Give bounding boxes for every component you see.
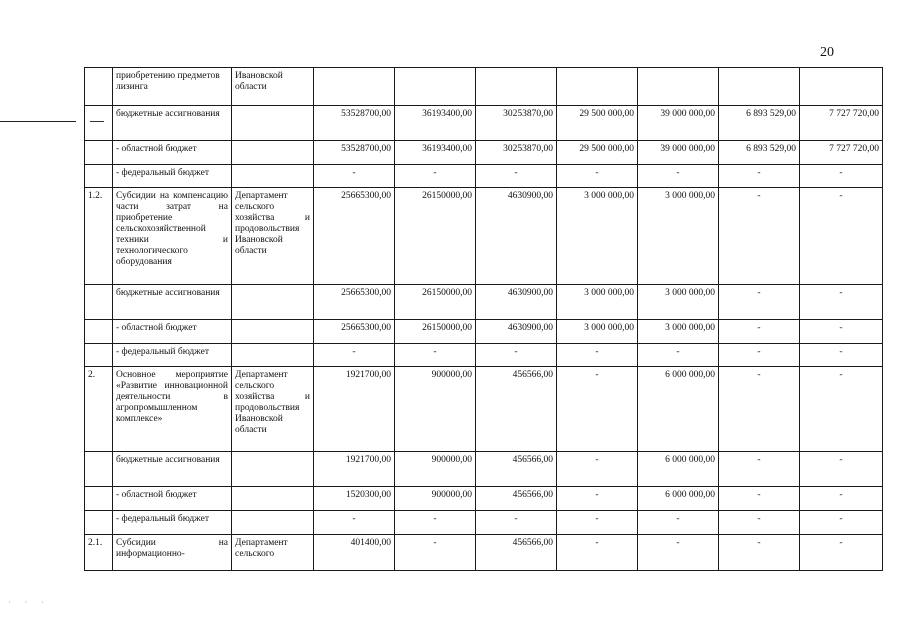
value-cell: 29 500 000,00 bbox=[557, 141, 638, 165]
value-cell: 39 000 000,00 bbox=[638, 141, 719, 165]
value-cell: - bbox=[800, 511, 883, 535]
row-index bbox=[85, 344, 113, 367]
row-index bbox=[85, 141, 113, 165]
value-cell: - bbox=[476, 511, 557, 535]
row-index bbox=[85, 68, 113, 106]
value-cell: 6 000 000,00 bbox=[638, 367, 719, 452]
row-executor bbox=[232, 344, 314, 367]
budget-table bbox=[84, 67, 883, 571]
row-executor bbox=[232, 320, 314, 344]
row-index: 1.2. bbox=[85, 188, 113, 285]
value-cell: 1520300,00 bbox=[314, 487, 395, 511]
value-cell: - bbox=[800, 452, 883, 487]
value-cell: 6 893 529,00 bbox=[719, 141, 800, 165]
value-cell: 3 000 000,00 bbox=[557, 320, 638, 344]
table-row bbox=[85, 320, 883, 344]
value-cell: - bbox=[638, 165, 719, 188]
value-cell: - bbox=[719, 188, 800, 285]
value-cell: - bbox=[314, 511, 395, 535]
value-cell: - bbox=[476, 165, 557, 188]
value-cell: - bbox=[719, 511, 800, 535]
row-name: бюджетные ассигнования bbox=[113, 452, 232, 487]
table-row bbox=[85, 188, 883, 285]
value-cell: - bbox=[800, 165, 883, 188]
row-name: бюджетные ассигнования bbox=[113, 285, 232, 320]
value-cell: 25665300,00 bbox=[314, 320, 395, 344]
value-cell: - bbox=[557, 452, 638, 487]
row-name: приобретению предметов лизинга bbox=[113, 68, 232, 106]
value-cell: - bbox=[800, 535, 883, 571]
value-cell: 6 000 000,00 bbox=[638, 487, 719, 511]
value-cell: 4630900,00 bbox=[476, 188, 557, 285]
row-name: - областной бюджет bbox=[113, 141, 232, 165]
value-cell: 456566,00 bbox=[476, 487, 557, 511]
value-cell: 30253870,00 bbox=[476, 106, 557, 141]
value-cell: 26150000,00 bbox=[395, 285, 476, 320]
table-row bbox=[85, 285, 883, 320]
page-number: 20 bbox=[820, 45, 834, 60]
value-cell bbox=[557, 68, 638, 106]
row-index bbox=[85, 511, 113, 535]
value-cell: - bbox=[719, 452, 800, 487]
row-executor: Ивановской области bbox=[232, 68, 314, 106]
row-executor bbox=[232, 106, 314, 141]
table-row bbox=[85, 367, 883, 452]
table-row bbox=[85, 487, 883, 511]
value-cell: 900000,00 bbox=[395, 452, 476, 487]
value-cell bbox=[476, 68, 557, 106]
table-row bbox=[85, 511, 883, 535]
value-cell: 3 000 000,00 bbox=[557, 188, 638, 285]
value-cell: 900000,00 bbox=[395, 367, 476, 452]
value-cell bbox=[638, 68, 719, 106]
row-name: - областной бюджет bbox=[113, 487, 232, 511]
value-cell: - bbox=[395, 511, 476, 535]
value-cell: - bbox=[800, 285, 883, 320]
row-executor: Департамент сельского хозяйства и продовольствия Ивановской области bbox=[232, 188, 314, 285]
value-cell: - bbox=[395, 344, 476, 367]
value-cell: 3 000 000,00 bbox=[638, 285, 719, 320]
row-executor: Департамент сельского bbox=[232, 535, 314, 571]
value-cell: 401400,00 bbox=[314, 535, 395, 571]
row-executor bbox=[232, 165, 314, 188]
value-cell: 456566,00 bbox=[476, 535, 557, 571]
value-cell: 6 893 529,00 bbox=[719, 106, 800, 141]
value-cell bbox=[314, 68, 395, 106]
value-cell: 29 500 000,00 bbox=[557, 106, 638, 141]
table-row bbox=[85, 344, 883, 367]
value-cell: 4630900,00 bbox=[476, 285, 557, 320]
value-cell bbox=[395, 68, 476, 106]
value-cell: 26150000,00 bbox=[395, 188, 476, 285]
row-name: - федеральный бюджет bbox=[113, 165, 232, 188]
value-cell: 25665300,00 bbox=[314, 285, 395, 320]
value-cell: - bbox=[719, 344, 800, 367]
value-cell: 3 000 000,00 bbox=[557, 285, 638, 320]
value-cell: - bbox=[719, 165, 800, 188]
row-name: бюджетные ассигнования bbox=[113, 106, 232, 141]
row-name: Основное мероприятие «Развитие инновационной деятельности в агропромышленном комплексе» bbox=[113, 367, 232, 452]
value-cell: 4630900,00 bbox=[476, 320, 557, 344]
row-executor: Департамент сельского хозяйства и продовольствия Ивановской области bbox=[232, 367, 314, 452]
table-row bbox=[85, 141, 883, 165]
scan-specks: · · · bbox=[8, 598, 50, 607]
row-index bbox=[85, 487, 113, 511]
value-cell: 7 727 720,00 bbox=[800, 106, 883, 141]
value-cell: 6 000 000,00 bbox=[638, 452, 719, 487]
value-cell: - bbox=[557, 367, 638, 452]
value-cell: - bbox=[719, 320, 800, 344]
table-row bbox=[85, 535, 883, 571]
value-cell: - bbox=[395, 165, 476, 188]
value-cell: 456566,00 bbox=[476, 367, 557, 452]
value-cell: 1921700,00 bbox=[314, 367, 395, 452]
row-index: 2.1. bbox=[85, 535, 113, 571]
row-name: Субсидии на информационно- bbox=[113, 535, 232, 571]
value-cell: 456566,00 bbox=[476, 452, 557, 487]
value-cell: 7 727 720,00 bbox=[800, 141, 883, 165]
value-cell: 39 000 000,00 bbox=[638, 106, 719, 141]
value-cell: 1921700,00 bbox=[314, 452, 395, 487]
row-executor bbox=[232, 511, 314, 535]
value-cell: 53528700,00 bbox=[314, 106, 395, 141]
row-index: 2. bbox=[85, 367, 113, 452]
value-cell: - bbox=[719, 285, 800, 320]
value-cell: 3 000 000,00 bbox=[638, 320, 719, 344]
value-cell: - bbox=[557, 165, 638, 188]
value-cell: - bbox=[800, 344, 883, 367]
value-cell: - bbox=[638, 535, 719, 571]
value-cell: 900000,00 bbox=[395, 487, 476, 511]
table-row bbox=[85, 165, 883, 188]
row-index bbox=[85, 320, 113, 344]
row-executor bbox=[232, 487, 314, 511]
value-cell: - bbox=[557, 535, 638, 571]
table-row bbox=[85, 106, 883, 141]
value-cell: - bbox=[638, 344, 719, 367]
row-name: Субсидии на компенсацию части затрат на приобретение сельскохозяйственной техники и технологического оборудования bbox=[113, 188, 232, 285]
table-row bbox=[85, 68, 883, 106]
value-cell: - bbox=[395, 535, 476, 571]
value-cell: 30253870,00 bbox=[476, 141, 557, 165]
value-cell: - bbox=[557, 344, 638, 367]
value-cell: - bbox=[800, 487, 883, 511]
value-cell: 53528700,00 bbox=[314, 141, 395, 165]
row-index bbox=[85, 165, 113, 188]
value-cell: 3 000 000,00 bbox=[638, 188, 719, 285]
row-executor bbox=[232, 452, 314, 487]
row-index bbox=[85, 452, 113, 487]
row-executor bbox=[232, 141, 314, 165]
value-cell: - bbox=[719, 367, 800, 452]
row-name: - федеральный бюджет bbox=[113, 511, 232, 535]
value-cell: - bbox=[800, 188, 883, 285]
value-cell: - bbox=[638, 511, 719, 535]
value-cell: - bbox=[557, 511, 638, 535]
value-cell: - bbox=[719, 535, 800, 571]
value-cell: - bbox=[800, 367, 883, 452]
value-cell: 26150000,00 bbox=[395, 320, 476, 344]
value-cell: - bbox=[476, 344, 557, 367]
row-index bbox=[85, 106, 113, 141]
value-cell: 36193400,00 bbox=[395, 141, 476, 165]
row-executor bbox=[232, 285, 314, 320]
value-cell: - bbox=[314, 165, 395, 188]
table-row bbox=[85, 452, 883, 487]
row-index bbox=[85, 285, 113, 320]
value-cell: - bbox=[719, 487, 800, 511]
value-cell: 25665300,00 bbox=[314, 188, 395, 285]
margin-rule bbox=[0, 121, 76, 122]
row-name: - областной бюджет bbox=[113, 320, 232, 344]
value-cell: - bbox=[314, 344, 395, 367]
row-name: - федеральный бюджет bbox=[113, 344, 232, 367]
value-cell bbox=[719, 68, 800, 106]
value-cell: - bbox=[800, 320, 883, 344]
value-cell: 36193400,00 bbox=[395, 106, 476, 141]
value-cell: - bbox=[557, 487, 638, 511]
value-cell bbox=[800, 68, 883, 106]
